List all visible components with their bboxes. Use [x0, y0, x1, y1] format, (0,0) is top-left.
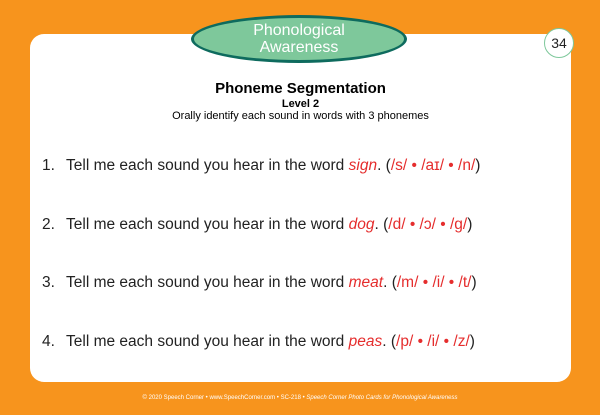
item-word: meat	[348, 274, 384, 291]
page-number: 34	[544, 28, 574, 58]
item-open: . (	[374, 215, 389, 233]
list-item	[42, 333, 562, 392]
list-item	[42, 274, 562, 333]
item-number: 1.	[42, 157, 55, 174]
item-list	[42, 157, 562, 391]
item-number: 3.	[42, 274, 55, 291]
item-word: dog	[348, 215, 375, 233]
card-subtitle: Orally identify each sound in words with 3 phonemes	[172, 110, 429, 122]
badge-line-1: Phonological	[253, 22, 345, 39]
item-open: . (	[383, 274, 397, 291]
footer	[0, 395, 600, 401]
item-prompt: Tell me each sound you hear in the word	[66, 332, 345, 350]
badge-line-2: Awareness	[259, 39, 339, 56]
item-sounds: /s/ • /aɪ/ • /n/	[390, 157, 476, 174]
item-sounds: /p/ • /i/ • /z/	[396, 332, 470, 350]
item-number: 2.	[42, 215, 55, 233]
item-word: peas	[348, 332, 383, 350]
item-close: )	[471, 274, 477, 291]
item-sounds: /m/ • /i/ • /t/	[396, 274, 472, 291]
list-item	[42, 157, 562, 216]
item-close: )	[475, 157, 481, 174]
card-header	[30, 80, 571, 123]
item-close: )	[467, 215, 473, 233]
list-item	[42, 216, 562, 275]
footer-italic: Speech Corner Photo Cards for Phonological Awareness	[306, 395, 458, 401]
item-sounds: /d/ • /ɔ/ • /g/	[388, 215, 468, 233]
item-number: 4.	[42, 332, 55, 350]
item-prompt: Tell me each sound you hear in the word	[66, 274, 345, 291]
item-close: )	[469, 332, 475, 350]
item-open: . (	[377, 157, 391, 174]
item-prompt: Tell me each sound you hear in the word	[66, 215, 345, 233]
item-prompt: Tell me each sound you hear in the word	[66, 157, 345, 174]
item-word: sign	[348, 157, 378, 174]
card-title: Phoneme Segmentation	[215, 80, 386, 97]
category-badge	[191, 15, 407, 63]
card-level: Level 2	[281, 98, 320, 110]
footer-text: © 2020 Speech Corner • www.SpeechCorner.com • SC-218 •	[142, 395, 307, 401]
item-open: . (	[382, 332, 397, 350]
